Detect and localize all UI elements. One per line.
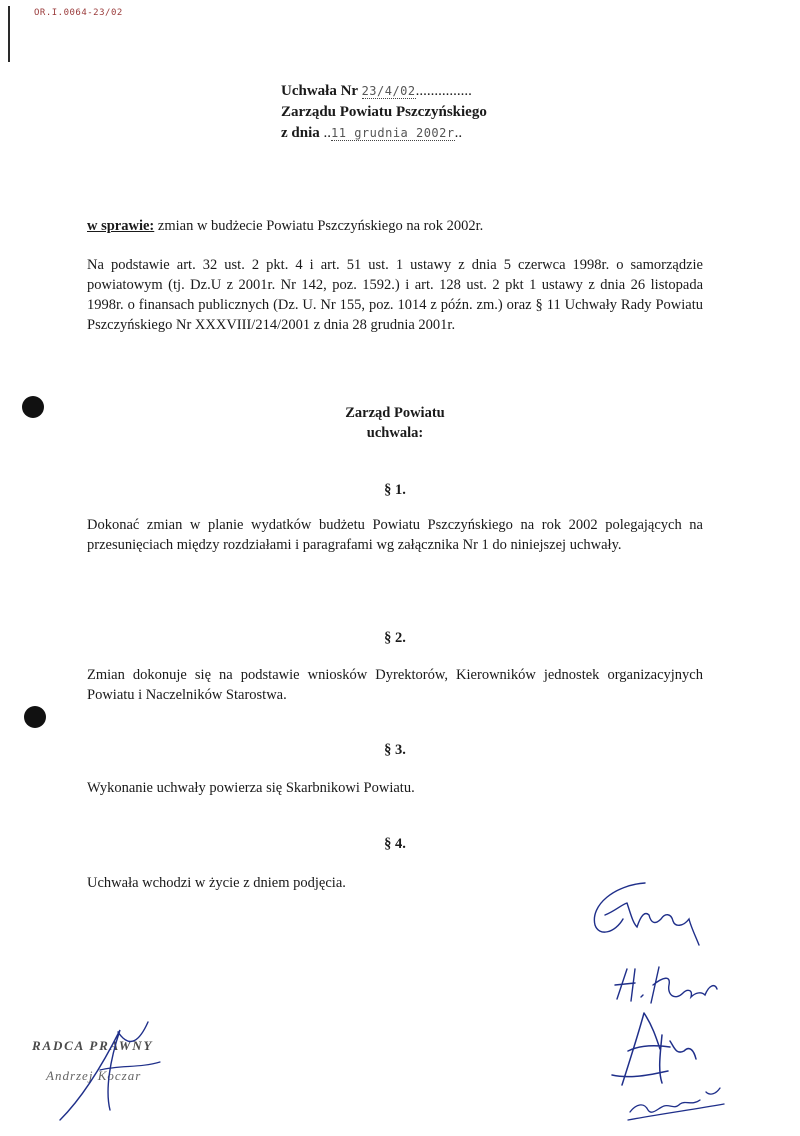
reference-stamp: OR.I.0064-23/02 <box>34 8 123 18</box>
section-4-text: Uchwała wchodzi w życie z dniem podjęcia. <box>87 875 346 891</box>
section-3-text: Wykonanie uchwały powierza się Skarbnikowi Powiatu. <box>87 780 415 796</box>
resolution-date-line <box>281 123 487 144</box>
section-3-mark: § 3. <box>384 742 406 758</box>
date-dots-after: .. <box>454 125 463 141</box>
legal-basis: Na podstawie art. 32 ust. 2 pkt. 4 i art. 51 ust. 1 ustawy z dnia 5 czerwca 1998r. o samorządzie powiatowym (tj. Dz.U z 2001r. Nr 142, poz. 1592.) i art. 128 ust. 2 pkt 1 ustawy z dnia 26 listopada 1998r. o finansach publicznych (Dz. U. Nr 155, poz. 1014 z późn. zm.) oraz § 11 Uchwały Rady Powiatu Pszczyńskiego Nr XXXVIII/214/2001 z dnia 28 grudnia 2001r. <box>87 257 703 333</box>
margin-mark <box>8 6 10 62</box>
resolution-title-prefix: Uchwała Nr <box>281 83 358 99</box>
board-member-signature-1 <box>575 875 715 955</box>
punch-hole-top <box>22 396 44 418</box>
legal-adviser-name: Andrzej Koczar <box>46 1068 142 1083</box>
section-2-mark: § 2. <box>384 630 406 646</box>
punch-hole-bottom <box>24 706 46 728</box>
board-name: Zarządu Powiatu Pszczyńskiego <box>281 104 487 120</box>
number-dots: ............... <box>415 83 472 99</box>
date-prefix: z dnia <box>281 125 320 141</box>
legal-adviser-title: RADCA PRAWNY <box>32 1038 154 1053</box>
subject-line <box>87 216 703 236</box>
subject-label: w sprawie: <box>87 218 155 234</box>
section-2-text: Zmian dokonuje się na podstawie wniosków Dyrektorów, Kierowników jednostek organizacyjnych Powiatu i Naczelników Starostwa. <box>87 667 703 703</box>
resolution-date: 11 grudnia 2002r <box>331 126 455 140</box>
section-1-text: Dokonać zmian w planie wydatków budżetu Powiatu Pszczyńskiego na rok 2002 polegających na przesunięciach między rozdziałami i paragrafami wg załącznika Nr 1 do niniejszej uchwały. <box>87 517 703 553</box>
resolution-heading-board: Zarząd Powiatu <box>345 405 445 421</box>
legal-adviser-signature <box>40 1010 200 1130</box>
subject-text: zmian w budżecie Powiatu Pszczyńskiego na rok 2002r. <box>154 218 484 234</box>
resolution-number-line <box>281 81 487 102</box>
board-member-signature-4 <box>620 1080 740 1130</box>
resolution-number: 23/4/02 <box>361 84 416 98</box>
resolution-header <box>281 81 487 144</box>
date-dots-before: .. <box>323 125 332 141</box>
resolution-heading-verb: uchwala: <box>366 425 424 441</box>
resolution-heading <box>87 403 703 443</box>
section-1-mark: § 1. <box>384 482 406 498</box>
section-4-mark: § 4. <box>384 836 406 852</box>
